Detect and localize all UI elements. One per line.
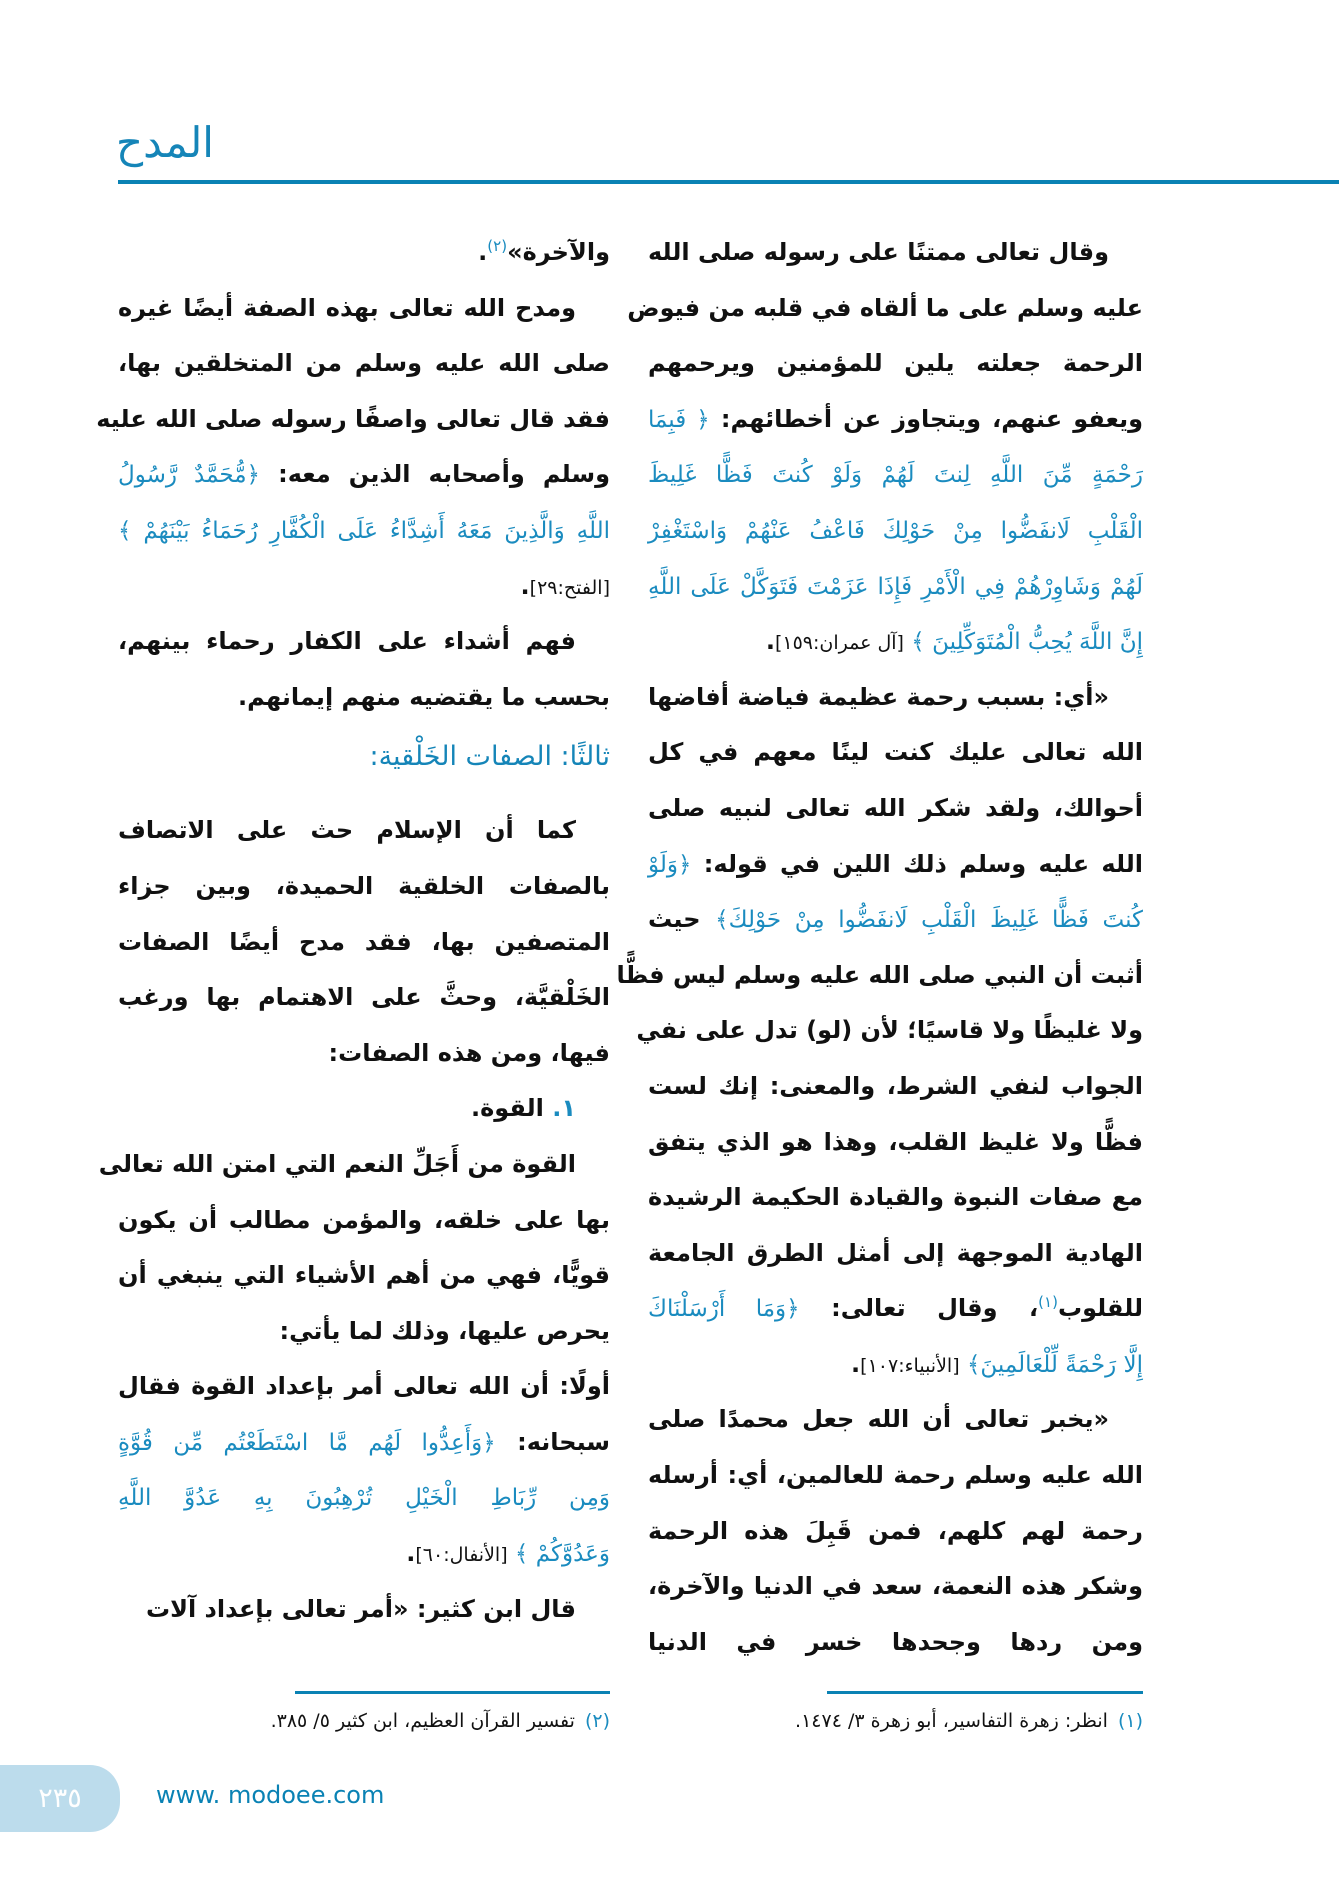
- text-line: [648, 1281, 1143, 1337]
- body-text: وقال تعالى ممتنًا على رسوله صلى الله: [648, 238, 1109, 266]
- text-line: [118, 1193, 610, 1249]
- text-line: [648, 1448, 1143, 1504]
- verse-reference: [الأنفال:٦٠]: [415, 1544, 508, 1567]
- text-line: [636, 1003, 1143, 1059]
- body-text: الله تعالى عليك كنت لينًا معهم في كل: [648, 738, 1143, 767]
- text-line: [648, 225, 1143, 281]
- text-line: [648, 1170, 1143, 1226]
- body-text: عليه وسلم على ما ألقاه في قلبه من فيوض: [627, 293, 1143, 322]
- body-text: حيث: [648, 905, 716, 934]
- body-text: بها على خلقه، والمؤمن مطالب أن يكون: [118, 1205, 610, 1234]
- body-text: صلى الله عليه وسلم من المتخلقين بها،: [118, 349, 610, 378]
- body-text: بالصفات الخلقية الحميدة، وبين جزاء: [118, 871, 610, 900]
- quran-verse: كُنتَ فَظًّا غَلِيظَ الْقَلْبِ لَانفَضُّوا مِنْ حَوْلِكَ﴾: [715, 907, 1144, 934]
- quran-verse: ﴿وَمَا أَرْسَلْنَاكَ: [648, 1296, 800, 1323]
- quran-verse: إِلَّا رَحْمَةً لِّلْعَالَمِينَ﴾: [959, 1351, 1143, 1378]
- text-line: [118, 915, 610, 971]
- text-line: [118, 447, 610, 503]
- body-text: .: [520, 571, 530, 600]
- body-text: الله عليه وسلم ذلك اللين في قوله:: [691, 849, 1143, 878]
- text-line: [118, 1582, 610, 1638]
- text-line: [118, 559, 610, 615]
- text-line: [648, 1392, 1143, 1448]
- footnote-mark: (٢): [584, 1710, 610, 1732]
- header-rule: [118, 180, 1339, 184]
- body-text: القوة من أَجَلِّ النعم التي امتن الله تعالى: [98, 1149, 576, 1178]
- text-line: [118, 503, 610, 559]
- text-line: [118, 1415, 610, 1471]
- body-text: ويعفو عنهم، ويتجاوز عن أخطائهم:: [709, 404, 1144, 433]
- text-line: [118, 1526, 610, 1582]
- text-line: [648, 1559, 1143, 1615]
- quran-verse: ﴿وَأَعِدُّوا لَهُم مَّا اسْتَطَعْتُم مِّن قُوَّةٍ: [118, 1429, 496, 1456]
- body-text: الرحمة جعلته يلين للمؤمنين ويرحمهم: [648, 349, 1143, 378]
- text-line: [648, 392, 1143, 448]
- body-text: فظًّا ولا غليظ القلب، وهذا هو الذي يتفق: [648, 1127, 1143, 1156]
- verse-reference: [الأنبياء:١٠٧]: [860, 1354, 960, 1377]
- footnote-ref[interactable]: (١): [1038, 1293, 1058, 1312]
- body-text: «أي: بسبب رحمة عظيمة فياضة أفاضها: [648, 682, 1109, 711]
- body-text: قال ابن كثير: «أمر تعالى بإعداد آلات: [145, 1594, 576, 1623]
- text-line: [118, 281, 610, 337]
- text-line: [118, 970, 610, 1026]
- text-line: [118, 1081, 610, 1137]
- body-text: كما أن الإسلام حث على الاتصاف: [118, 816, 576, 845]
- text-line: [118, 1026, 610, 1082]
- body-text: الخَلْقيَّة، وحثَّ على الاهتمام بها ورغب: [118, 983, 610, 1012]
- text-line: [648, 559, 1143, 615]
- body-text: الله عليه وسلم رحمة للعالمين، أي: أرسله: [648, 1461, 1143, 1490]
- text-line: [648, 1059, 1143, 1115]
- quran-verse: الْقَلْبِ لَانفَضُّوا مِنْ حَوْلِكَ فَاعْفُ عَنْهُمْ وَاسْتَغْفِرْ: [648, 517, 1143, 544]
- list-number: ١.: [543, 1094, 576, 1123]
- text-line: [96, 392, 610, 448]
- text-line: [648, 336, 1143, 392]
- footnote-ref[interactable]: (٢): [487, 237, 508, 255]
- text-line: [648, 1226, 1143, 1282]
- body-text: القوة.: [471, 1094, 544, 1123]
- page-number: ٢٣٥: [0, 1765, 120, 1832]
- text-line: [648, 1337, 1143, 1393]
- body-text: ثالثًا: الصفات الخَلْقية:: [369, 741, 610, 773]
- body-text: فهم أشداء على الكفار رحماء بينهم،: [118, 627, 576, 656]
- body-text: ومدح الله تعالى بهذه الصفة أيضًا غيره: [118, 293, 576, 322]
- body-text: الهادية الموجهة إلى أمثل الطرق الجامعة: [648, 1238, 1143, 1267]
- text-line: [648, 1615, 1143, 1671]
- body-text: مع صفات النبوة والقيادة الحكيمة الرشيدة: [648, 1183, 1143, 1212]
- body-text: .: [478, 238, 488, 266]
- text-line: [118, 336, 610, 392]
- text-line: [648, 1504, 1143, 1560]
- section-heading: [118, 725, 610, 803]
- body-text: ولا غليظًا ولا قاسيًا؛ لأن (لو) تدل على نفي: [636, 1016, 1143, 1045]
- text-line: [118, 614, 610, 670]
- website-link[interactable]: www. modoee.com: [156, 1781, 385, 1809]
- text-line: [118, 859, 610, 915]
- footnote-2: [271, 1710, 610, 1732]
- text-line: [648, 1115, 1143, 1171]
- footnote-1: [795, 1710, 1143, 1732]
- text-line: [648, 781, 1143, 837]
- body-text: وسلم وأصحابه الذين معه:: [260, 460, 610, 489]
- quran-verse: ﴿وَلَوْ: [648, 851, 692, 878]
- body-text: أولًا: أن الله تعالى أمر بإعداد القوة فقال: [118, 1372, 610, 1401]
- body-text: رحمة لهم كلهم، فمن قَبِلَ هذه الرحمة: [648, 1516, 1143, 1545]
- text-line: [118, 1304, 610, 1360]
- text-line: [648, 892, 1143, 948]
- body-text: الجواب لنفي الشرط، والمعنى: إنك لست: [648, 1071, 1143, 1100]
- body-text: وشكر هذه النعمة، سعد في الدنيا والآخرة،: [648, 1572, 1143, 1601]
- text-line: [118, 225, 610, 281]
- body-text: سبحانه:: [495, 1427, 610, 1456]
- text-line: [648, 837, 1143, 893]
- body-text: للقلوب: [1057, 1294, 1143, 1323]
- quran-verse: ﴿ فَبِمَا: [648, 406, 710, 433]
- text-line: [118, 1359, 610, 1415]
- body-text: أثبت أن النبي صلى الله عليه وسلم ليس فظًّا: [616, 960, 1143, 989]
- footnote-divider-right: [827, 1691, 1143, 1694]
- quran-verse: لَهُمْ وَشَاوِرْهُمْ فِي الْأَمْرِ فَإِذَا عَزَمْتَ فَتَوَكَّلْ عَلَى اللَّهِ: [648, 573, 1143, 600]
- body-text: يحرص عليها، وذلك لما يأتي:: [279, 1316, 610, 1345]
- quran-verse: رَحْمَةٍ مِّنَ اللَّهِ لِنتَ لَهُمْ وَلَوْ كُنتَ فَظًّا غَلِيظَ: [648, 462, 1143, 489]
- left-column: [96, 225, 610, 1637]
- body-text: .: [851, 1349, 861, 1378]
- text-line: [648, 670, 1143, 726]
- body-text: المتصفين بها، فقد مدح أيضًا الصفات: [118, 927, 610, 956]
- text-line: [118, 1248, 610, 1304]
- text-line: [648, 614, 1143, 670]
- text-line: [616, 948, 1143, 1004]
- footnote-text: انظر: زهرة التفاسير، أبو زهرة ٣/ ١٤٧٤.: [795, 1710, 1108, 1732]
- quran-verse: ﴿مُّحَمَّدٌ رَّسُولُ: [118, 462, 261, 489]
- body-text: ، وقال تعالى:: [799, 1294, 1039, 1323]
- quran-verse: إِنَّ اللَّهَ يُحِبُّ الْمُتَوَكِّلِينَ ﴾: [903, 629, 1143, 656]
- right-column: [616, 225, 1144, 1670]
- body-text: .: [406, 1539, 416, 1568]
- body-text: فقد قال تعالى واصفًا رسوله صلى الله عليه: [96, 404, 610, 433]
- body-text: ومن ردها وجحدها خسر في الدنيا: [648, 1627, 1143, 1656]
- footnote-mark: (١): [1117, 1710, 1143, 1732]
- quran-verse: وَعَدُوَّكُمْ ﴾: [507, 1541, 610, 1568]
- text-line: [627, 281, 1143, 337]
- verse-reference: [آل عمران:١٥٩]: [774, 632, 904, 655]
- footnote-divider-left: [295, 1691, 610, 1694]
- body-text: قويًّا، فهي من أهم الأشياء التي ينبغي أن: [118, 1261, 610, 1290]
- body-text: «يخبر تعالى أن الله جعل محمدًا صلى: [648, 1405, 1109, 1434]
- verse-reference: [الفتح:٢٩]: [529, 576, 610, 599]
- footnote-text: تفسير القرآن العظيم، ابن كثير ٥/ ٣٨٥.: [270, 1710, 575, 1732]
- quran-verse: وَمِن رِّبَاطِ الْخَيْلِ تُرْهِبُونَ بِهِ عَدُوَّ اللَّهِ: [118, 1485, 610, 1512]
- text-line: [648, 447, 1143, 503]
- body-text: .: [765, 627, 775, 656]
- body-text: بحسب ما يقتضيه منهم إيمانهم.: [238, 682, 610, 711]
- text-line: [648, 725, 1143, 781]
- text-line: [98, 1137, 610, 1193]
- body-text: فيها، ومن هذه الصفات:: [328, 1038, 610, 1067]
- text-line: [118, 803, 610, 859]
- text-line: [118, 670, 610, 726]
- text-line: [118, 1470, 610, 1526]
- body-text: أحوالك، ولقد شكر الله تعالى لنبيه صلى: [648, 793, 1143, 822]
- body-text: والآخرة»: [507, 238, 610, 266]
- chapter-title: المدح: [116, 118, 214, 167]
- quran-verse: اللَّهِ وَالَّذِينَ مَعَهُ أَشِدَّاءُ عَلَى الْكُفَّارِ رُحَمَاءُ بَيْنَهُمْ ﴾: [118, 517, 610, 544]
- text-line: [648, 503, 1143, 559]
